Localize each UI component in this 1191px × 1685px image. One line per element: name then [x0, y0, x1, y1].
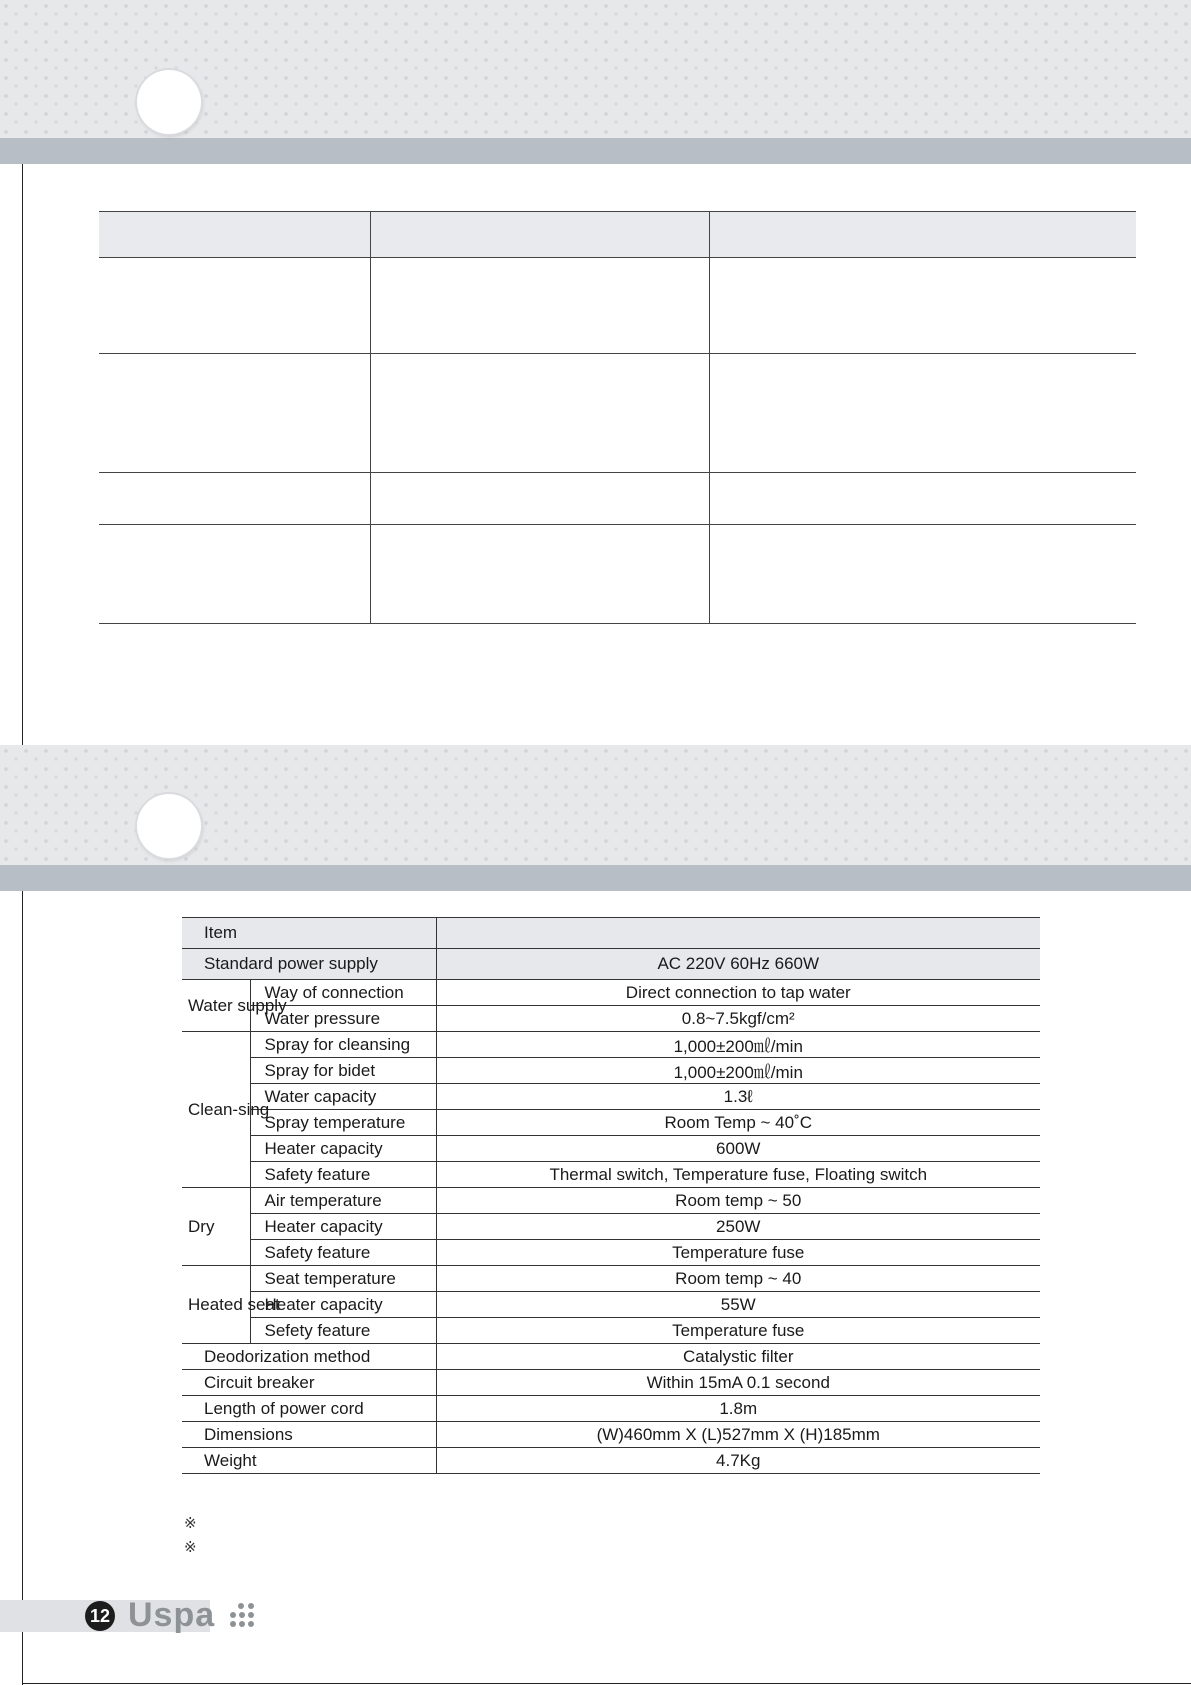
page-number: 12 [85, 1601, 115, 1631]
table-row [182, 949, 1040, 980]
table-row [182, 1032, 1040, 1058]
row-label: Heater capacity [250, 1136, 436, 1162]
row-value: 4.7Kg [436, 1448, 1040, 1474]
row-label: Safety feature [250, 1162, 436, 1188]
row-label: Deodorization method [182, 1344, 436, 1370]
row-label: Safety feature [250, 1240, 436, 1266]
table-row [182, 1006, 1040, 1032]
brand-logo: Uspa [128, 1596, 216, 1634]
specification-table [182, 917, 1040, 1474]
group-label-dry: Dry [182, 1188, 250, 1266]
group-label-water-supply: Water supply [182, 980, 250, 1032]
row-value: AC 220V 60Hz 660W [436, 949, 1040, 980]
table-column-divider [709, 211, 710, 624]
table-row [182, 1188, 1040, 1214]
table-rule [99, 524, 1136, 525]
row-label: Heater capacity [250, 1292, 436, 1318]
table-row [182, 1318, 1040, 1344]
table-row [182, 1214, 1040, 1240]
row-label: Air temperature [250, 1188, 436, 1214]
section-2-title-bar [0, 865, 1191, 891]
row-value: Room temp ~ 40 [436, 1266, 1040, 1292]
row-value: 1,000±200㎖/min [436, 1058, 1040, 1084]
row-value: 0.8~7.5kgf/cm² [436, 1006, 1040, 1032]
row-value: 250W [436, 1214, 1040, 1240]
table-row [182, 1136, 1040, 1162]
table-rule [99, 472, 1136, 473]
table-row [182, 1240, 1040, 1266]
row-label: Heater capacity [250, 1214, 436, 1240]
table-row [182, 1266, 1040, 1292]
row-value: Temperature fuse [436, 1318, 1040, 1344]
row-value: 55W [436, 1292, 1040, 1318]
table-rule [99, 353, 1136, 354]
group-label-heated-seat: Heated seat [182, 1266, 250, 1344]
table-row [182, 1110, 1040, 1136]
note-mark: ※ [184, 1539, 197, 1556]
row-value: Catalystic filter [436, 1344, 1040, 1370]
table-rule [99, 257, 1136, 258]
row-label: Seat temperature [250, 1266, 436, 1292]
row-value: 1.3ℓ [436, 1084, 1040, 1110]
row-value: Temperature fuse [436, 1240, 1040, 1266]
header-item: Item [182, 918, 436, 949]
table-column-divider [370, 211, 371, 624]
table-rule [99, 211, 1136, 212]
row-label: Spray for bidet [250, 1058, 436, 1084]
note-mark: ※ [184, 1515, 197, 1532]
row-label: Dimensions [182, 1422, 436, 1448]
table-row [182, 1422, 1040, 1448]
table-header-row [99, 211, 1136, 257]
group-label-cleansing: Clean-sing [182, 1032, 250, 1188]
brand-dots-icon [230, 1603, 258, 1629]
row-label: Spray for cleansing [250, 1032, 436, 1058]
row-label: Spray temperature [250, 1110, 436, 1136]
table-row [182, 1344, 1040, 1370]
row-value: Room Temp ~ 40˚C [436, 1110, 1040, 1136]
section-1-circle-marker [137, 70, 201, 134]
table-row [182, 1370, 1040, 1396]
section-1-title-bar [0, 138, 1191, 164]
table-row [182, 1084, 1040, 1110]
row-value: Within 15mA 0.1 second [436, 1370, 1040, 1396]
table-row [182, 1448, 1040, 1474]
row-value: (W)460mm X (L)527mm X (H)185mm [436, 1422, 1040, 1448]
row-value: Room temp ~ 50 [436, 1188, 1040, 1214]
row-value: Thermal switch, Temperature fuse, Floating switch [436, 1162, 1040, 1188]
row-label: Water pressure [250, 1006, 436, 1032]
header-value [436, 918, 1040, 949]
table-rule [99, 623, 1136, 624]
row-label: Length of power cord [182, 1396, 436, 1422]
row-label: Way of connection [250, 980, 436, 1006]
row-value: 1.8m [436, 1396, 1040, 1422]
table-header-row [182, 918, 1040, 949]
table-row [182, 1396, 1040, 1422]
table-row [182, 1058, 1040, 1084]
table-row [182, 980, 1040, 1006]
row-label: Sefety feature [250, 1318, 436, 1344]
page-bottom-rule [22, 1683, 1191, 1684]
row-value: 1,000±200㎖/min [436, 1032, 1040, 1058]
row-value: Direct connection to tap water [436, 980, 1040, 1006]
notes [184, 1512, 197, 1560]
section-2-circle-marker [137, 794, 201, 858]
row-label: Circuit breaker [182, 1370, 436, 1396]
row-value: 600W [436, 1136, 1040, 1162]
table-row [182, 1292, 1040, 1318]
troubleshooting-table [99, 211, 1136, 624]
row-label: Standard power supply [182, 949, 436, 980]
table-row [182, 1162, 1040, 1188]
row-label: Water capacity [250, 1084, 436, 1110]
row-label: Weight [182, 1448, 436, 1474]
